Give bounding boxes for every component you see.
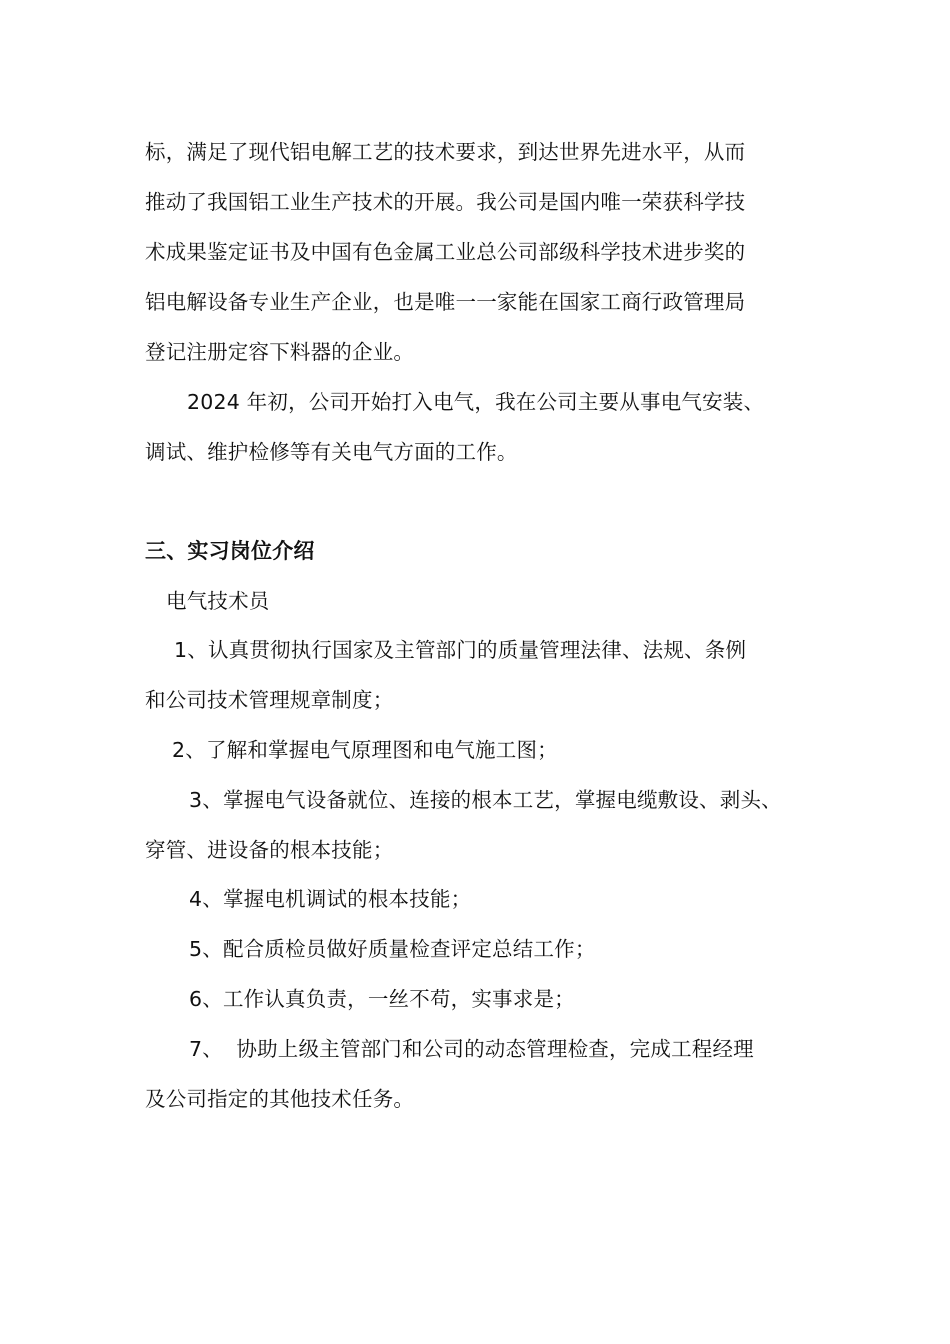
duty-7-line-1: 7、 协助上级主管部门和公司的动态管理检查，完成工程经理 <box>189 1037 754 1061</box>
duty-4-line-1: 4、掌握电机调试的根本技能； <box>189 887 472 911</box>
work-line-1: 2024 年初，公司开始打入电气，我在公司主要从事电气安装、 <box>187 390 765 414</box>
work-line-2: 调试、维护检修等有关电气方面的工作。 <box>145 440 518 464</box>
section-heading: 三、实习岗位介绍 <box>145 539 315 563</box>
intro-line-3: 术成果鉴定证书及中国有色金属工业总公司部级科学技术进步奖的 <box>145 240 746 264</box>
intro-line-5: 登记注册定容下料器的企业。 <box>145 340 415 364</box>
intro-line-1: 标，满足了现代铝电解工艺的技术要求，到达世界先进水平，从而 <box>145 140 746 164</box>
intro-line-2: 推动了我国铝工业生产技术的开展。我公司是国内唯一荣获科学技 <box>145 190 746 214</box>
duty-7-line-2: 及公司指定的其他技术任务。 <box>145 1087 415 1111</box>
duty-2-line-1: 2、了解和掌握电气原理图和电气施工图； <box>172 738 558 762</box>
duty-3-line-1: 3、掌握电气设备就位、连接的根本工艺，掌握电缆敷设、剥头、 <box>189 788 782 812</box>
intro-line-4: 铝电解设备专业生产企业，也是唯一一家能在国家工商行政管理局 <box>145 290 746 314</box>
duty-6-line-1: 6、工作认真负责，一丝不苟，实事求是； <box>189 987 575 1011</box>
duty-1-line-2: 和公司技术管理规章制度； <box>145 688 394 712</box>
duty-1-line-1: 1、认真贯彻执行国家及主管部门的质量管理法律、法规、条例 <box>174 638 747 662</box>
duty-5-line-1: 5、配合质检员做好质量检查评定总结工作； <box>189 937 596 961</box>
duty-3-line-2: 穿管、进设备的根本技能； <box>145 838 394 862</box>
position-title: 电气技术员 <box>166 589 270 613</box>
